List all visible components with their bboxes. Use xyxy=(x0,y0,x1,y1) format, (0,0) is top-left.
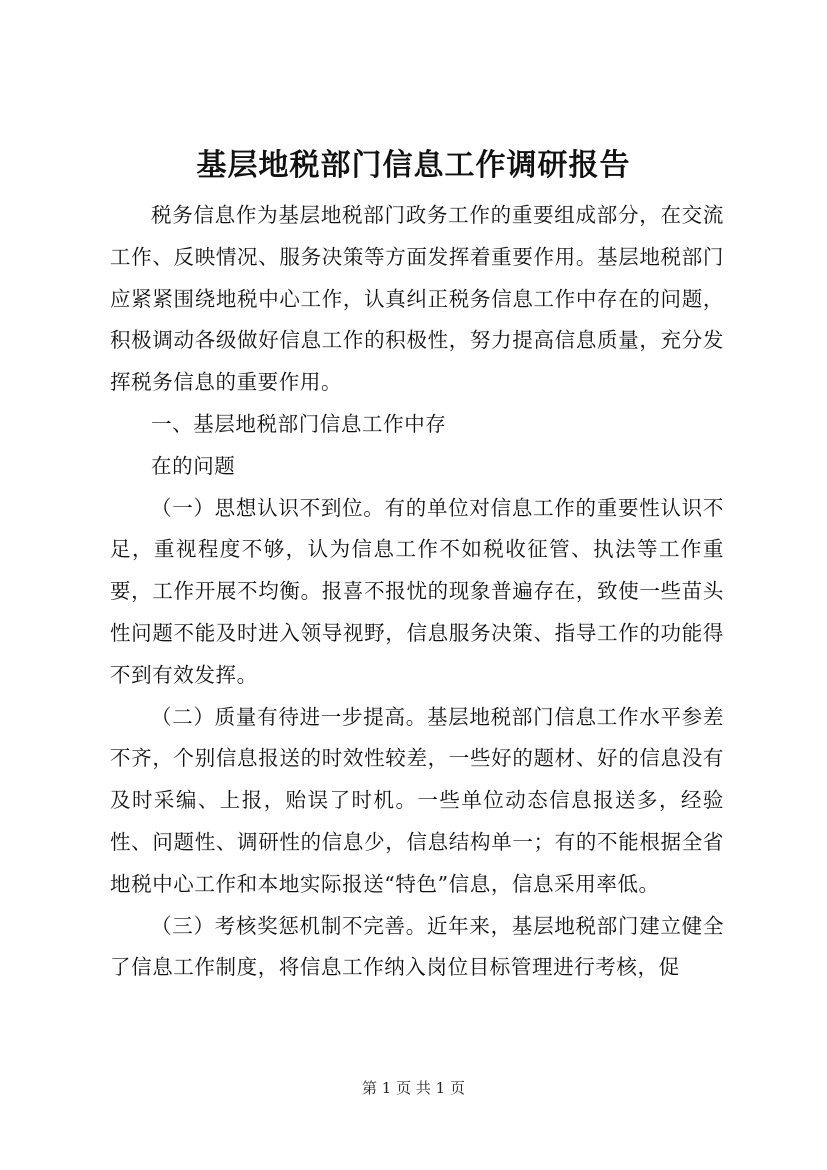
document-title: 基层地税部门信息工作调研报告 xyxy=(196,148,631,183)
issue-paragraph-2: （二）质量有待进一步提高。基层地税部门信息工作水平参差不齐，个别信息报送的时效性较差，一些好的题材、好的信息没有及时采编、上报，贻误了时机。一些单位动态信息报送多，经验性、问题性、调研性的信息少，信息结构单一；有的不能根据全省地税中心工作和本地实际报送“特色”信息，信息采用率低。 xyxy=(110,704,724,896)
document-body xyxy=(110,195,724,989)
issue-paragraph-1: （一）思想认识不到位。有的单位对信息工作的重要性认识不足，重视程度不够，认为信息工作不如税收征管、执法等工作重要，工作开展不均衡。报喜不报忧的现象普遍存在，致使一些苗头性问题不能及时进入领导视野，信息服务决策、指导工作的功能得不到有效发挥。 xyxy=(110,495,724,687)
page-footer: 第 1 页 共 1 页 xyxy=(362,1079,465,1097)
section-heading-line-2: 在的问题 xyxy=(151,453,236,478)
intro-paragraph: 税务信息作为基层地税部门政务工作的重要组成部分，在交流工作、反映情况、服务决策等方面发挥着重要作用。基层地税部门应紧紧围绕地税中心工作，认真纠正税务信息工作中存在的问题，积极调动各级做好信息工作的积极性，努力提高信息质量，充分发挥税务信息的重要作用。 xyxy=(110,203,724,395)
issue-paragraph-3: （三）考核奖惩机制不完善。近年来，基层地税部门建立健全了信息工作制度，将信息工作纳入岗位目标管理进行考核，促 xyxy=(110,913,724,980)
section-heading-line-1: 一、基层地税部门信息工作中存 xyxy=(151,411,447,436)
